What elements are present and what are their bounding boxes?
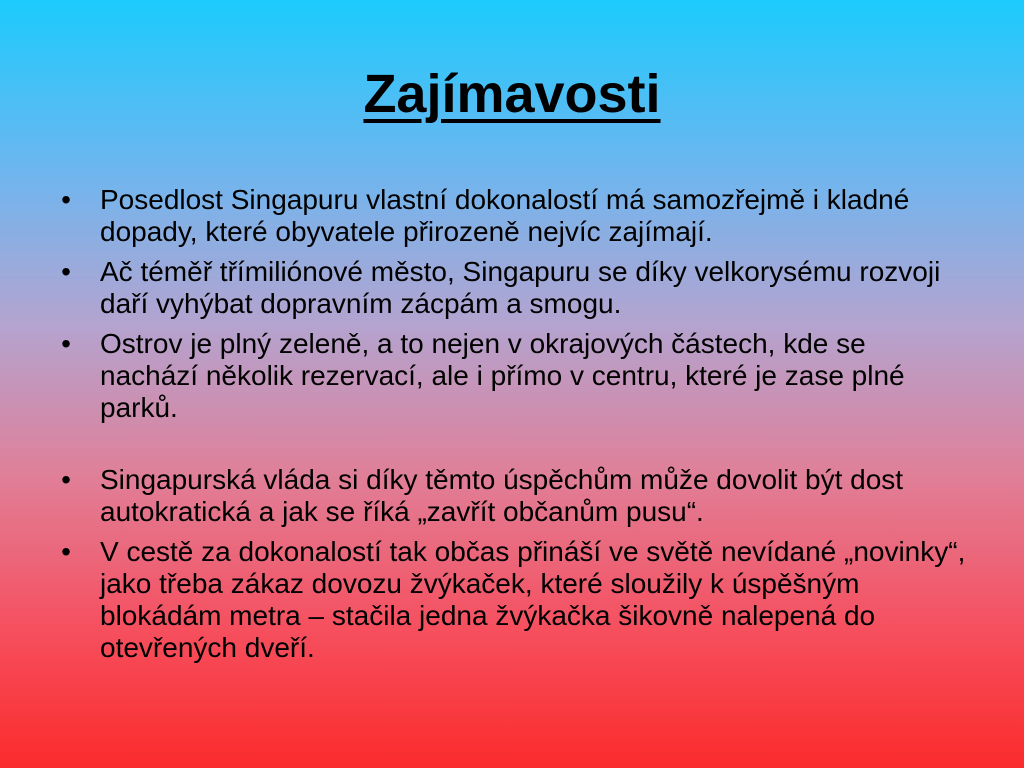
bullet-list [56, 184, 966, 672]
bullet-dot-icon: • [61, 536, 71, 567]
slide-title [0, 62, 1024, 126]
bullet-item-1 [56, 184, 966, 248]
bullet-dot-icon: • [61, 464, 71, 495]
bullet-text: V cestě za dokonalostí tak občas přináší ve světě nevídané „novinky“, jako třeba zákaz dovozu žvýkaček, které sloužily k úspěšným blokádám metra – stačila jedna žvýkačka šikovně nalepená do otevřených dveří. [100, 536, 966, 663]
bullet-dot-icon: • [61, 328, 71, 359]
bullet-dot-icon: • [61, 184, 71, 215]
bullet-text: Ostrov je plný zeleně, a to nejen v okrajových částech, kde se nachází několik rezervací, ale i přímo v centru, které je zase plné parků. [100, 328, 905, 423]
bullet-item-2 [56, 256, 966, 320]
bullet-text: Posedlost Singapuru vlastní dokonalostí má samozřejmě i kladné dopady, které obyvatele přirozeně nejvíc zajímají. [100, 184, 910, 247]
bullet-item-4 [56, 464, 966, 528]
bullet-dot-icon: • [61, 256, 71, 287]
bullet-item-5 [56, 536, 966, 664]
bullet-item-3 [56, 328, 966, 424]
bullet-text: Ač téměř třímiliónové město, Singapuru se díky velkorysému rozvoji daří vyhýbat dopravním zácpám a smogu. [100, 256, 941, 319]
bullet-text: Singapurská vláda si díky těmto úspěchům může dovolit být dost autokratická a jak se říká „zavřít občanům pusu“. [100, 464, 904, 527]
slide-title-text: Zajímavosti [363, 64, 661, 124]
